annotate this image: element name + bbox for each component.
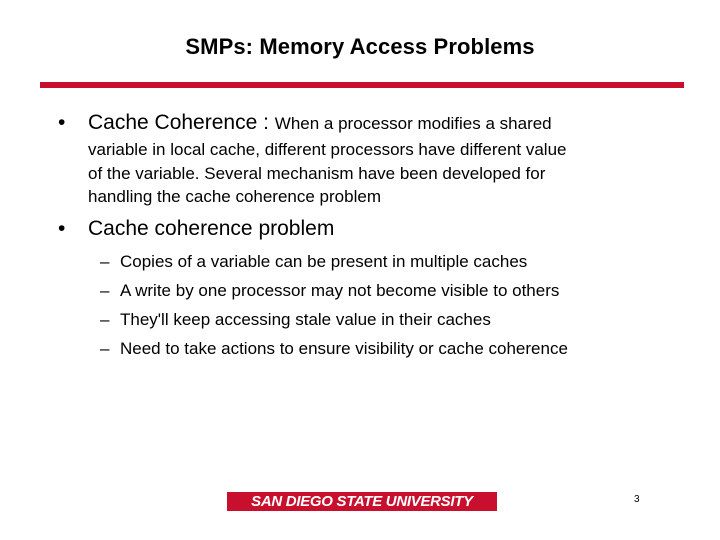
bullet-lead-text: When a processor modifies a shared <box>274 114 552 133</box>
bullet-marker: • <box>58 111 66 134</box>
title-divider <box>40 82 684 88</box>
body-line: handling the cache coherence problem <box>88 187 381 206</box>
bullet-body <box>88 138 688 209</box>
page-number: 3 <box>634 494 640 505</box>
bullet-cache-coherence-problem <box>58 216 335 241</box>
sub-bullet-text: Need to take actions to ensure visibility or cache coherence <box>120 339 568 358</box>
sub-bullet-text: A write by one processor may not become visible to others <box>120 281 560 300</box>
slide-title: SMPs: Memory Access Problems <box>185 34 535 59</box>
dash-marker: – <box>100 281 110 300</box>
bullet-marker: • <box>58 217 66 240</box>
sub-bullet-text: They'll keep accessing stale value in their caches <box>120 310 491 329</box>
bullet-cache-coherence <box>58 110 552 135</box>
university-logo: SAN DIEGO STATE UNIVERSITY <box>227 492 497 511</box>
body-line: of the variable. Several mechanism have been developed for <box>88 163 546 183</box>
bullet-heading: Cache Coherence : <box>88 111 275 134</box>
bullet-heading: Cache coherence problem <box>88 217 335 240</box>
sub-bullet-text: Copies of a variable can be present in multiple caches <box>120 252 528 271</box>
dash-marker: – <box>100 310 110 329</box>
body-line: variable in local cache, different processors have different value <box>88 140 567 159</box>
dash-marker: – <box>100 339 110 358</box>
dash-marker: – <box>100 252 110 271</box>
